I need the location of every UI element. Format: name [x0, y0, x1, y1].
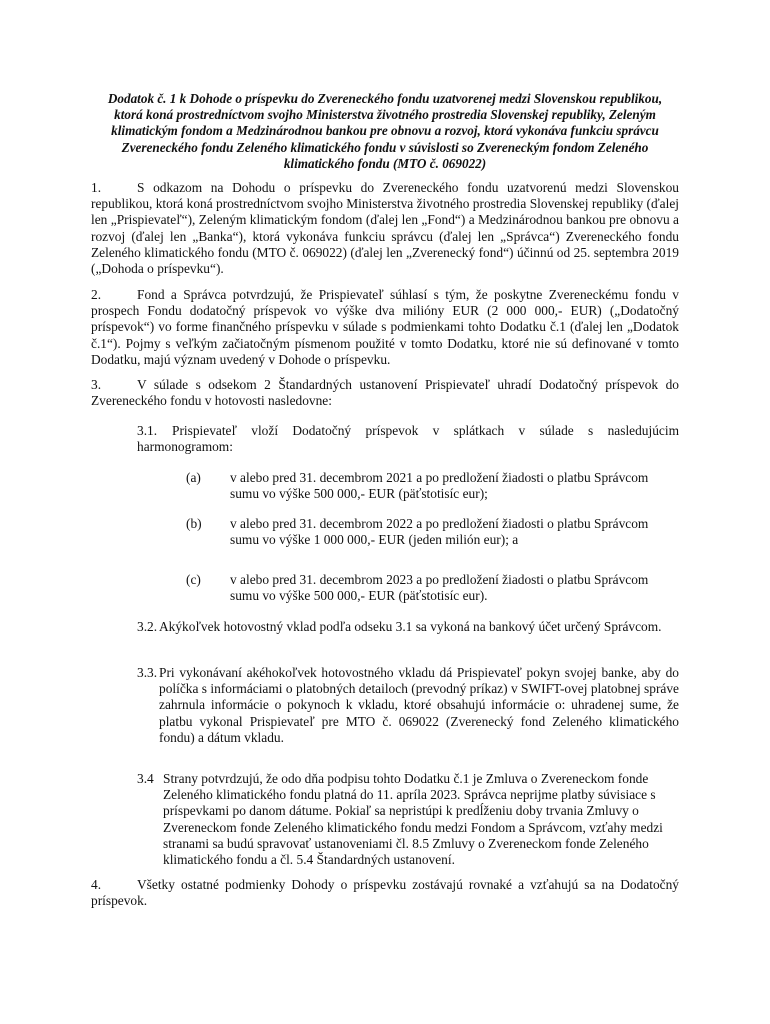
subsection-number: 3.4	[137, 771, 154, 786]
subsection-3-2	[137, 619, 679, 635]
section-1	[91, 180, 679, 277]
section-4	[91, 877, 679, 909]
section-3	[91, 377, 679, 409]
installment-letter: (a)	[186, 470, 201, 485]
subsection-3-4	[137, 771, 679, 868]
subsection-text: Akýkoľvek hotovostný vklad podľa odseku 3.1 sa vykoná na bankový účet určený Správcom.	[159, 619, 662, 634]
section-text: S odkazom na Dohodu o príspevku do Zvereneckého fondu uzatvorenú medzi Slovenskou republikou, ktorá koná prostredníctvom svojho Ministerstva životného prostredia Slovenskej republiky (ďalej len „Prispievateľ“), Zeleným klimatickým fondom (ďalej len „Fond“) a Medzinárodnou bankou pre obnovu a rozvoj (ďalej len „Banka“), ktorá vykonáva funkciu správcu (ďalej len „Správca“) Zvereneckého fondu Zeleného klimatického fondu (MTO č. 069022) (ďalej len „Zverenecký fond“) účinnú od 25. septembra 2019 („Dohoda o príspevku“).	[91, 180, 679, 277]
section-number: 4.	[91, 877, 102, 892]
installment-letter: (c)	[186, 572, 201, 587]
subsection-text: Strany potvrdzujú, že odo dňa podpisu tohto Dodatku č.1 je Zmluva o Zvereneckom fonde Zeleného klimatického fondu platná do 11. apríla 2023. Správca neprijme platby súvisiace s príspevkami po danom dátume. Pokiaľ sa nepristúpi k predĺženiu doby trvania Zmluvy o Zvereneckom fonde Zeleného klimatického fondu medzi Fondom a Správcom, vzťahy medzi stranami sa budú spravovať ustanoveniami čl. 8.5 Zmluvy o Zvereneckom fonde Zeleného klimatického fondu a čl. 5.4 Štandardných ustanovení.	[163, 771, 663, 868]
installment-letter: (b)	[186, 516, 202, 531]
section-text: V súlade s odsekom 2 Štandardných ustanovení Prispievateľ uhradí Dodatočný príspevok do Zvereneckého fondu v hotovosti nasledovne:	[91, 377, 679, 409]
subsection-text: Pri vykonávaní akéhokoľvek hotovostného vkladu dá Prispievateľ pokyn svojej banke, aby do políčka s informáciami o platobných detailoch (prevodný príkaz) v SWIFT-ovej platobnej správe zahrnula informácie o pokynoch k vkladu, ktoré obsahujú informácie o: uhradenej sume, že platbu vykonal Prispievateľ pre MTO č. 069022 (Zverenecký fond Zeleného klimatického fondu) a dátum vkladu.	[159, 665, 679, 745]
subsection-number: 3.3.	[137, 665, 158, 680]
installment-text: v alebo pred 31. decembrom 2021 a po predložení žiadosti o platbu Správcom sumu vo výške 500 000,- EUR (päťstotisíc eur);	[230, 470, 649, 502]
section-number: 1.	[91, 180, 102, 195]
subsection-3-3	[137, 665, 679, 746]
section-text: Všetky ostatné podmienky Dohody o príspevku zostávajú rovnaké a vzťahujú sa na Dodatočný príspevok.	[91, 877, 679, 909]
subsection-3-1	[137, 423, 679, 455]
installment-text: v alebo pred 31. decembrom 2023 a po predložení žiadosti o platbu Správcom sumu vo výške 500 000,- EUR (päťstotisíc eur).	[230, 572, 649, 604]
section-number: 3.	[91, 377, 102, 392]
section-number: 2.	[91, 287, 102, 302]
installment-text: v alebo pred 31. decembrom 2022 a po predložení žiadosti o platbu Správcom sumu vo výške 1 000 000,- EUR (jeden milión eur); a	[230, 516, 649, 548]
subsection-text: Prispievateľ vloží Dodatočný príspevok v splátkach v súlade s nasledujúcim harmonogramom:	[137, 423, 679, 455]
section-text: Fond a Správca potvrdzujú, že Prispievateľ súhlasí s tým, že poskytne Zvereneckému fondu v prospech Fondu dodatočný príspevok vo výške dva milióny EUR (2 000 000,- EUR) („Dodatočný príspevok“) vo forme finančného príspevku v súlade s podmienkami tohto Dodatku č.1 (ďalej len „Dodatok č.1“). Pojmy s veľkým začiatočným písmenom použité v tomto Dodatku, ktoré nie sú definované v tomto Dodatku, majú význam uvedený v Dohode o príspevku.	[91, 287, 679, 367]
section-2	[91, 287, 679, 368]
subsection-number: 3.1.	[137, 423, 158, 438]
subsection-number: 3.2.	[137, 619, 158, 634]
document-title: Dodatok č. 1 k Dohode o príspevku do Zvereneckého fondu uzatvorenej medzi Slovenskou republikou, ktorá koná prostredníctvom svojho Ministerstva životného prostredia Slovenskej republiky, Zeleným klimatickým fondom a Medzinárodnou bankou pre obnovu a rozvoj, ktorá vykonáva funkciu správcu Zvereneckého fondu Zeleného klimatického fondu v súvislosti so Zvereneckým fondom Zeleného klimatického fondu (MTO č. 069022)	[107, 91, 663, 171]
